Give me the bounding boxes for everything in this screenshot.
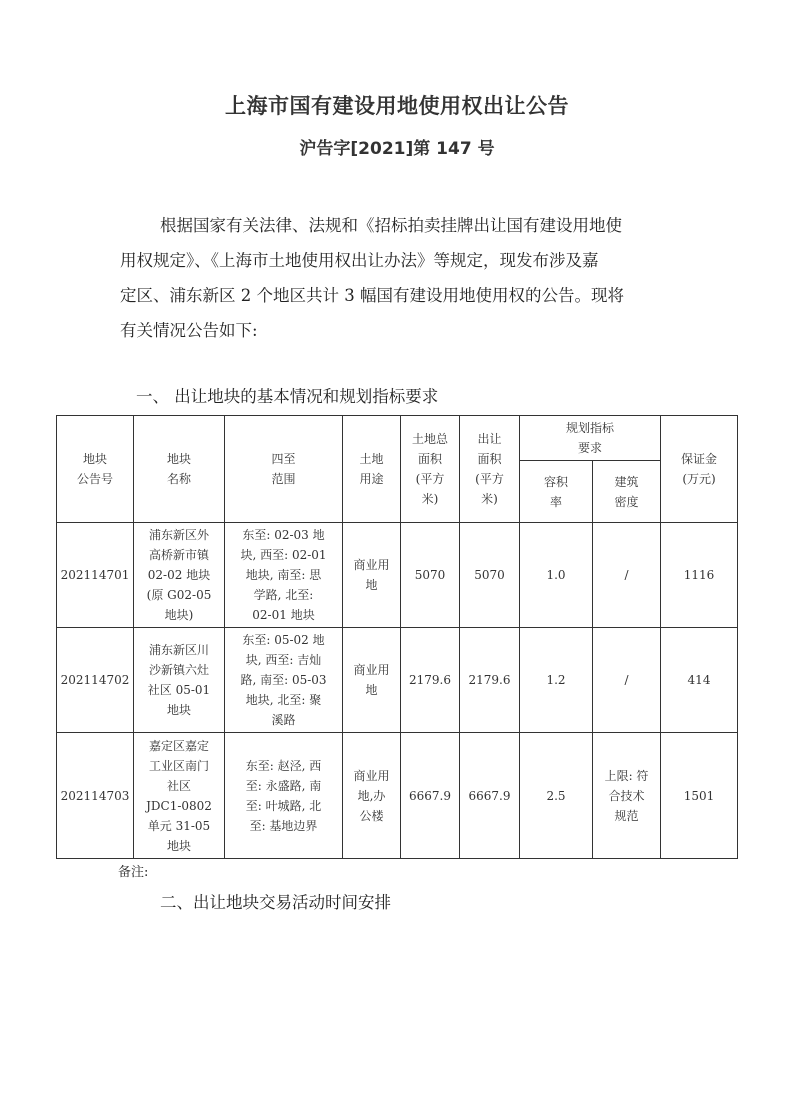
page-title: 上海市国有建设用地使用权出让公告 <box>225 94 569 118</box>
cell-boundaries: 东至: 02-03 地 块, 西至: 02-01 地块, 南至: 思 学路, 北至: 02-01 地块 <box>225 523 343 628</box>
cell-boundaries: 东至: 05-02 地 块, 西至: 吉灿 路, 南至: 05-03 地块, 北至: 聚 溪路 <box>225 628 343 733</box>
cell-total-area: 5070 <box>401 523 460 628</box>
cell-grant-area: 6667.9 <box>460 733 520 859</box>
cell-parcel-no: 202114702 <box>57 628 134 733</box>
cell-density: / <box>593 628 661 733</box>
cell-parcel-no: 202114701 <box>57 523 134 628</box>
cell-parcel-no: 202114703 <box>57 733 134 859</box>
cell-land-use: 商业用 地,办 公楼 <box>343 733 401 859</box>
cell-parcel-name: 浦东新区外 高桥新市镇 02-02 地块 (原 G02-05 地块) <box>134 523 225 628</box>
header-density: 建筑 密度 <box>593 461 661 523</box>
parcels-table <box>56 415 738 859</box>
header-parcel-name: 地块 名称 <box>134 416 225 523</box>
table-row <box>57 733 738 859</box>
cell-parcel-name: 嘉定区嘉定 工业区南门 社区 JDC1-0802 单元 31-05 地块 <box>134 733 225 859</box>
section-1-heading: 一、 出让地块的基本情况和规划指标要求 <box>136 387 439 406</box>
cell-deposit: 1501 <box>661 733 738 859</box>
table-row <box>57 628 738 733</box>
cell-density: 上限: 符 合技术 规范 <box>593 733 661 859</box>
header-planning: 规划指标 要求 <box>520 416 661 461</box>
cell-grant-area: 2179.6 <box>460 628 520 733</box>
cell-land-use: 商业用 地 <box>343 523 401 628</box>
table-note: 备注: <box>118 865 149 880</box>
header-land-use: 土地 用途 <box>343 416 401 523</box>
intro-line-1: 根据国家有关法律、法规和《招标拍卖挂牌出让国有建设用地使 <box>160 216 622 235</box>
header-deposit: 保证金 (万元) <box>661 416 738 523</box>
cell-grant-area: 5070 <box>460 523 520 628</box>
header-total-area: 土地总 面积 (平方 米) <box>401 416 460 523</box>
intro-line-3: 定区、浦东新区 2 个地区共计 3 幅国有建设用地使用权的公告。现将 <box>120 286 624 305</box>
section-2-heading: 二、出让地块交易活动时间安排 <box>160 893 391 912</box>
cell-density: / <box>593 523 661 628</box>
cell-far: 1.2 <box>520 628 593 733</box>
cell-deposit: 1116 <box>661 523 738 628</box>
cell-land-use: 商业用 地 <box>343 628 401 733</box>
document-number: 沪告字[2021]第 147 号 <box>299 139 495 159</box>
cell-boundaries: 东至: 赵泾, 西 至: 永盛路, 南 至: 叶城路, 北 至: 基地边界 <box>225 733 343 859</box>
cell-total-area: 6667.9 <box>401 733 460 859</box>
header-grant-area: 出让 面积 (平方 米) <box>460 416 520 523</box>
cell-parcel-name: 浦东新区川 沙新镇六灶 社区 05-01 地块 <box>134 628 225 733</box>
intro-line-2: 用权规定》、《上海市土地使用权出让办法》等规定，现发布涉及嘉 <box>120 251 599 270</box>
cell-far: 1.0 <box>520 523 593 628</box>
cell-far: 2.5 <box>520 733 593 859</box>
intro-line-4: 有关情况公告如下: <box>120 321 258 340</box>
intro-paragraph <box>120 208 680 348</box>
cell-deposit: 414 <box>661 628 738 733</box>
table-header-row-1 <box>57 416 738 461</box>
header-boundaries: 四至 范围 <box>225 416 343 523</box>
table-row <box>57 523 738 628</box>
header-far: 容积 率 <box>520 461 593 523</box>
cell-total-area: 2179.6 <box>401 628 460 733</box>
header-parcel-no: 地块 公告号 <box>57 416 134 523</box>
